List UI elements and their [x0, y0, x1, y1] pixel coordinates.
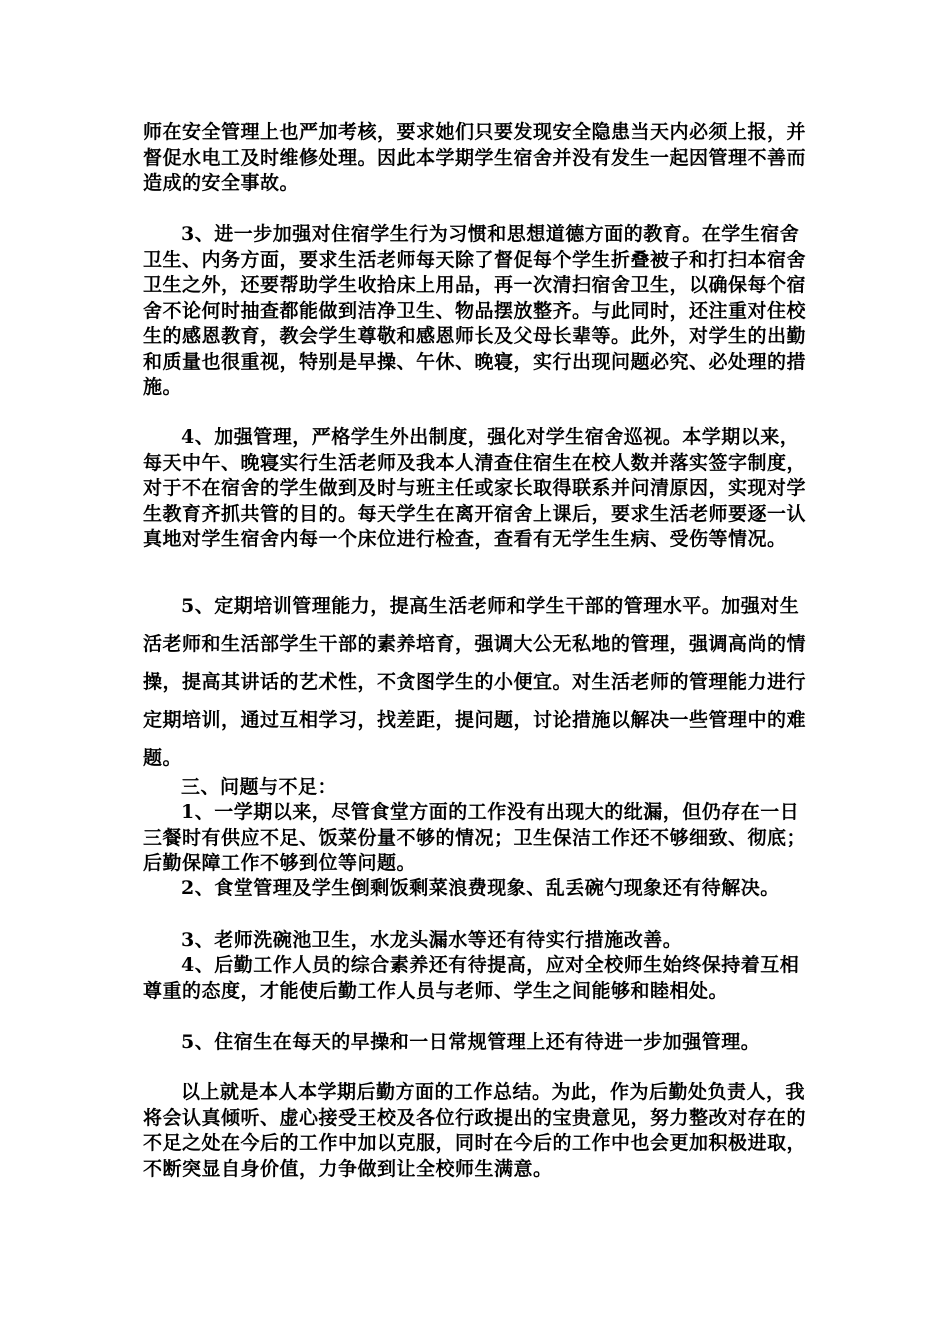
problem-item-3: 3、老师洗碗池卫生，水龙头漏水等还有待实行措施改善。: [181, 929, 683, 951]
paragraph-conclusion: 以上就是本人本学期后勤方面的工作总结。为此，作为后勤处负责人，我将会认真倾听、虚心接受王校及各位行政提出的宝贵意见，努力整改对存在的不足之处在今后的工作中加以克服，同时在今后的工作中也会更加积极进取，不断突显自身价值，力争做到让全校师生满意。: [143, 1081, 807, 1180]
paragraph-safety-continued: 师在安全管理上也严加考核，要求她们只要发现安全隐患当天内必须上报，并督促水电工及时维修处理。因此本学期学生宿舍并没有发生一起因管理不善而造成的安全事故。: [143, 121, 807, 194]
paragraph-item-5-training: 5、定期培训管理能力，提高生活老师和学生干部的管理水平。加强对生活老师和生活部学生干部的素养培育，强调大公无私地的管理，强调高尚的情操，提高其讲话的艺术性，不贪图学生的小便宜。对生活老师的管理能力进行定期培训，通过互相学习，找差距，提问题，讨论措施以解决一些管理中的难题。: [143, 595, 807, 769]
problem-item-4: 4、后勤工作人员的综合素养还有待提高，应对全校师生始终保持着互相尊重的态度，才能使后勤工作人员与老师、学生之间能够和睦相处。: [143, 954, 800, 1002]
problem-item-5: 5、住宿生在每天的早操和一日常规管理上还有待进一步加强管理。: [181, 1031, 761, 1053]
section-heading-problems: 三、问题与不足：: [181, 776, 338, 798]
problem-item-1: 1、一学期以来，尽管食堂方面的工作没有出现大的纰漏，但仍存在一日三餐时有供应不足、饭菜份量不够的情况；卫生保洁工作还不够细致、彻底；后勤保障工作不够到位等问题。: [143, 801, 807, 874]
problem-item-2: 2、食堂管理及学生倒剩饭剩菜浪费现象、乱丢碗勺现象还有待解决。: [181, 877, 780, 899]
paragraph-item-3-education: 3、进一步加强对住宿学生行为习惯和思想道德方面的教育。在学生宿舍卫生、内务方面，要求生活老师每天除了督促每个学生折叠被子和打扫本宿舍卫生之外，还要帮助学生收拾床上用品，再一次清扫宿舍卫生，以确保每个宿舍不论何时抽查都能做到洁净卫生、物品摆放整齐。与此同时，还注重对住校生的感恩教育，教会学生尊敬和感恩师长及父母长辈等。此外，对学生的出勤和质量也很重视，特别是早操、午休、晚寝，实行出现问题必究、必处理的措施。: [143, 223, 807, 398]
paragraph-item-4-management: 4、加强管理，严格学生外出制度，强化对学生宿舍巡视。本学期以来，每天中午、晚寝实行生活老师及我本人清查住宿生在校人数并落实签字制度，对于不在宿舍的学生做到及时与班主任或家长取得联系并问清原因，实现对学生教育齐抓共管的目的。每天学生在离开宿舍上课后，要求生活老师要逐一认真地对学生宿舍内每一个床位进行检查，查看有无学生生病、受伤等情况。: [143, 426, 807, 550]
